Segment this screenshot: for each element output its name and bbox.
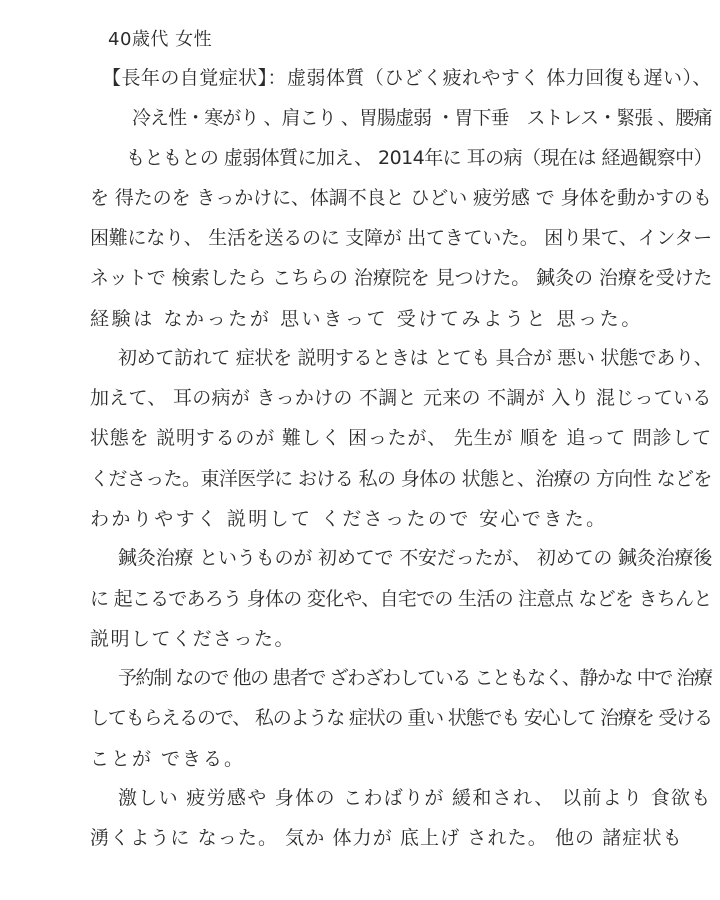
text-line-5: 困難になり、 生活を送るのに 支障が 出てきていた。 困り果て、インター <box>90 227 712 249</box>
text-line-15: 説明してくださった。 <box>90 628 296 650</box>
text-line-8: 初めて訪れて 症状を 説明するときは とても 具合が 悪い 状態であり、 <box>118 347 713 369</box>
text-line-18: ことが できる。 <box>90 748 246 770</box>
text-line-9: 加えて、 耳の病が きっかけの 不調と 元来の 不調が 入り 混じっている <box>90 387 712 409</box>
text-line-17: してもらえるので、 私のような 症状の 重い 状態でも 安心して 治療を 受ける <box>90 707 712 729</box>
respondent-age-gender: 40歳代 女性 <box>108 29 213 50</box>
text-line-16: 予約制 なので 他の 患者で ざわざわしている こともなく、静かな 中で 治療 <box>118 667 712 689</box>
text-line-6: ネットで 検索したら こちらの 治療院を 見つけた。 鍼灸の 治療を受けた <box>90 267 713 289</box>
text-line-20: 湧くように なった。 気か 体力が 底上げ された。 他の 諸症状も <box>90 827 683 849</box>
text-line-7: 経験は なかったが 思いきって 受けてみようと 思った。 <box>90 308 643 330</box>
text-line-1: 【長年の自覚症状】：虚弱体質（ひどく疲れやすく 体力回復も遅い）、 <box>102 67 712 89</box>
text-line-19: 激しい 疲労感や 身体の こわばりが 緩和され、 以前より 食欲も <box>118 787 712 809</box>
text-line-10: 状態を 説明するのが 難しく 困ったが、 先生が 順を 追って 問診して <box>90 427 712 449</box>
text-line-2: 冷え性・寒がり 、肩こり 、胃腸虚弱 ・胃下垂 ストレス・緊張 、腰痛 <box>132 107 712 129</box>
text-line-11: くださった。東洋医学に おける 私の 身体の 状態と、治療の 方向性 などを <box>90 468 712 490</box>
text-line-13: 鍼灸治療 というものが 初めてで 不安だったが、 初めての 鍼灸治療後 <box>118 547 713 569</box>
text-line-4: を 得たのを きっかけに、体調不良と ひどい 疲労感 で 身体を動かすのも <box>90 187 712 209</box>
text-line-3: もともとの 虚弱体質に加え、 2014年に 耳の病（現在は 経過観察中） <box>126 147 713 169</box>
text-line-14: に 起こるであろう 身体の 変化や、自宅での 生活の 注意点 などを きちんと <box>90 588 712 610</box>
text-line-12: わかりやすく 説明して くださったので 安心できた。 <box>90 508 608 530</box>
